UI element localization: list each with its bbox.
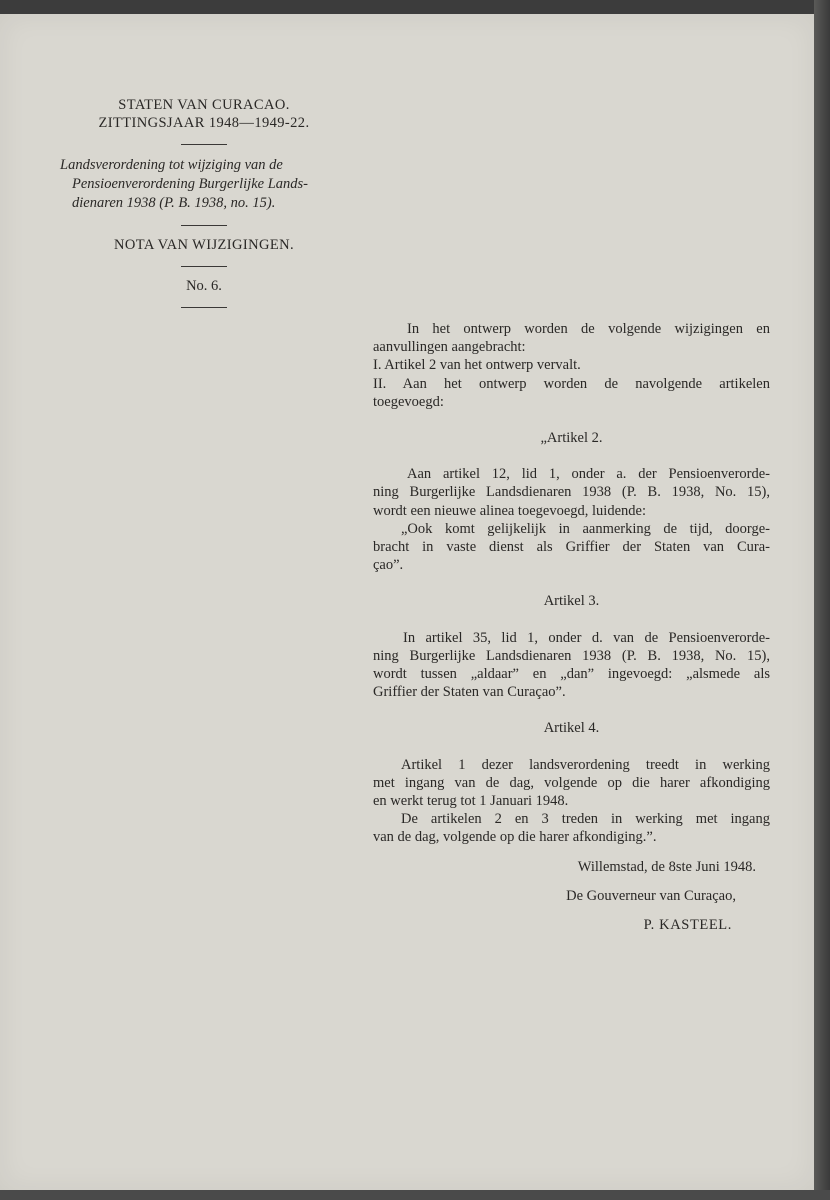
text-line: çao”.	[373, 557, 404, 574]
text-line: met ingang van de dag, volgende op die harer afkondiging	[373, 774, 770, 791]
article-3-text	[373, 629, 770, 702]
article-2-heading: „Artikel 2.	[540, 430, 603, 447]
intro-paragraph	[373, 320, 770, 356]
text-line: II. Aan het ontwerp worden de navolgende artikelen	[373, 375, 770, 392]
article-4-text-1	[373, 756, 770, 811]
title-line: Pensioenverordening Burgerlijke Lands-	[72, 176, 308, 192]
text-line: wordt tussen „aldaar” en „dan” ingevoegd: „alsmede als	[373, 666, 770, 683]
text-line: van de dag, volgende op die harer afkondiging.”.	[373, 829, 657, 846]
nota-heading: NOTA VAN WIJZIGINGEN.	[113, 237, 295, 253]
divider	[181, 266, 227, 267]
text-line: Artikel 1 dezer landsverordening treedt in werking	[401, 756, 770, 773]
text-line: In artikel 35, lid 1, onder d. van de Pensioenverorde-	[403, 629, 770, 646]
header-line-2: ZITTINGSJAAR 1948—1949-22.	[98, 115, 310, 131]
article-4-heading: Artikel 4.	[543, 720, 600, 737]
article-2-text	[373, 465, 770, 520]
divider	[181, 144, 227, 145]
text-line: wordt een nieuwe alinea toegevoegd, luidende:	[373, 502, 646, 519]
title-line: Landsverordening tot wijziging van de	[60, 157, 283, 173]
divider	[181, 307, 227, 308]
text-line: Griffier der Staten van Curaçao”.	[373, 684, 566, 701]
document-number: No. 6.	[186, 278, 222, 294]
text-line: en werkt terug tot 1 Januari 1948.	[373, 793, 569, 810]
text-line: ning Burgerlijke Landsdienaren 1938 (P. B. 1938, No. 15),	[373, 484, 770, 501]
text-line: aanvullingen aangebracht:	[373, 339, 526, 356]
item-2	[373, 375, 770, 411]
header-block	[56, 96, 352, 319]
text-line: In het ontwerp worden de volgende wijzigingen en	[407, 321, 770, 337]
place-date: Willemstad, de 8ste Juni 1948.	[577, 858, 756, 875]
scan-edge-bottom	[0, 1190, 830, 1200]
title-line: dienaren 1938 (P. B. 1938, no. 15).	[72, 195, 276, 211]
text-line: bracht in vaste dienst als Griffier der Staten van Cura-	[373, 539, 770, 556]
text-line: toegevoegd:	[373, 393, 444, 410]
article-2-quote	[373, 520, 770, 575]
header-line-1: STATEN VAN CURACAO.	[118, 97, 290, 113]
text-line: ning Burgerlijke Landsdienaren 1938 (P. B. 1938, No. 15),	[373, 647, 770, 664]
signatory-role: De Gouverneur van Curaçao,	[566, 887, 736, 904]
text-line: De artikelen 2 en 3 treden in werking met ingang	[401, 811, 770, 828]
text-line: „Ook komt gelijkelijk in aanmerking de tijd, doorge-	[401, 520, 770, 537]
article-4-text-2	[373, 810, 770, 846]
item-1: I. Artikel 2 van het ontwerp vervalt.	[373, 357, 581, 374]
body-text	[373, 320, 770, 934]
signatory-name: P. KASTEEL.	[643, 917, 732, 934]
document-title	[56, 156, 352, 213]
divider	[181, 225, 227, 226]
text-line: Aan artikel 12, lid 1, onder a. der Pensioenverorde-	[407, 466, 770, 483]
article-3-heading: Artikel 3.	[543, 593, 600, 610]
scan-edge-right	[814, 0, 830, 1200]
